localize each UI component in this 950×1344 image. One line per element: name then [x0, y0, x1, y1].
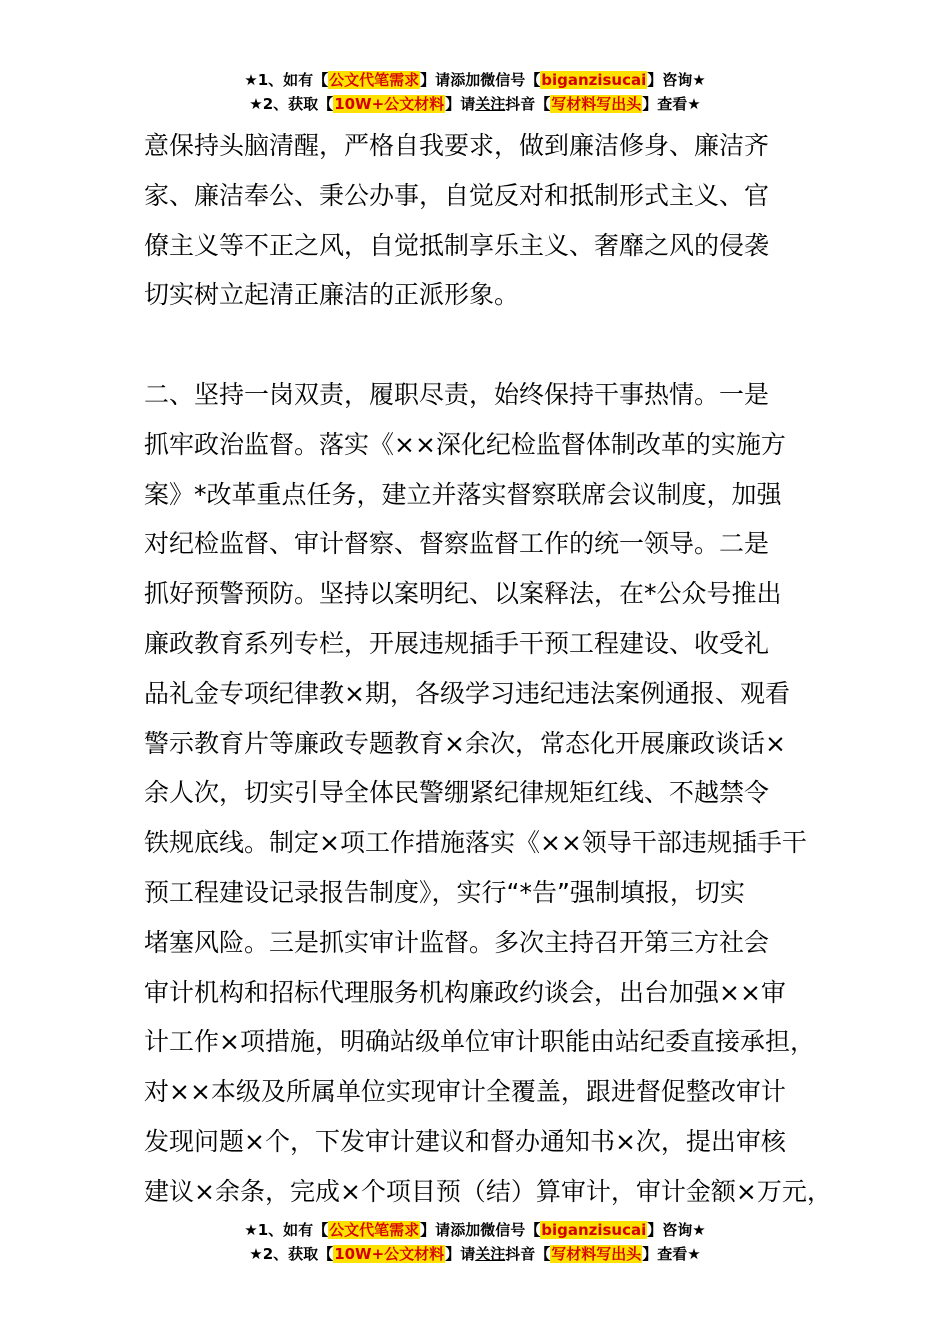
banner-text: 】咨询★ — [647, 71, 706, 89]
text-line: 切实树立起清正廉洁的正派形象。 — [144, 280, 520, 310]
text-line: 审计机构和招标代理服务机构廉政约谈会，出台加强××审 — [144, 977, 786, 1007]
banner-emphasis: 添加 — [450, 71, 481, 89]
banner-text: 微信号【 — [480, 1221, 541, 1239]
banner-text: ★1、如有【 — [244, 1221, 329, 1239]
text-line: 对纪检监督、审计督察、督察监督工作的统一领导。二是 — [144, 529, 770, 559]
text-line: 警示教育片等廉政专题教育×余次，常态化开展廉政谈话× — [144, 728, 786, 758]
text-line: 意保持头脑清醒，严格自我要求，做到廉洁修身、廉洁齐 — [144, 131, 770, 160]
banner-text: 】请 — [445, 1245, 476, 1263]
text-line: 家、廉洁奉公、秉公办事，自觉反对和抵制形式主义、官 — [144, 180, 770, 210]
text-line: 建议×余条，完成×个项目预（结）算审计，审计金额×万元， — [144, 1176, 832, 1206]
banner-line-1 — [0, 68, 950, 92]
text-line: 铁规底线。制定×项工作措施落实《××领导干部违规插手干 — [144, 828, 807, 858]
banner-emphasis: 添加 — [450, 1221, 481, 1239]
banner-text: 】请 — [445, 95, 476, 113]
text-line: 对××本级及所属单位实现审计全覆盖，跟进督促整改审计 — [144, 1077, 786, 1107]
banner-emphasis: 关注 — [475, 1245, 506, 1263]
banner-line-2 — [0, 92, 950, 116]
banner-text: ★2、获取【 — [249, 1245, 334, 1263]
text-line: 二、坚持一岗双责，履职尽责，始终保持干事热情。一是 — [144, 380, 770, 409]
banner-text: 】咨询★ — [647, 1221, 706, 1239]
banner-highlight: 10W+公文材料 — [334, 95, 445, 113]
text-line: 廉政教育系列专栏，开展违规插手干预工程建设、收受礼 — [144, 628, 770, 658]
banner-line-1 — [0, 1218, 950, 1242]
paragraph-2 — [144, 370, 834, 1217]
banner-highlight: 写材料写出头 — [551, 1245, 642, 1263]
banner-text: 抖音【 — [505, 95, 551, 113]
text-line: 发现问题×个，下发审计建议和督办通知书×次，提出审核 — [144, 1126, 786, 1156]
text-line: 僚主义等不正之风，自觉抵制享乐主义、奢靡之风的侵袭 — [144, 230, 770, 260]
banner-text: 微信号【 — [480, 71, 541, 89]
footer-banner — [0, 1218, 950, 1266]
banner-text: 】请 — [420, 1221, 451, 1239]
text-line: 抓牢政治监督。落实《××深化纪检监督体制改革的实施方 — [144, 429, 786, 459]
banner-emphasis: 关注 — [475, 95, 506, 113]
text-line: 堵塞风险。三是抓实审计监督。多次主持召开第三方社会 — [144, 927, 770, 957]
banner-text: 抖音【 — [505, 1245, 551, 1263]
banner-text: 】查看★ — [642, 1245, 701, 1263]
banner-highlight: 10W+公文材料 — [334, 1245, 445, 1263]
banner-highlight: 写材料写出头 — [551, 95, 642, 113]
banner-text: ★1、如有【 — [244, 71, 329, 89]
banner-highlight: biganzisucai — [541, 71, 647, 89]
header-banner — [0, 68, 950, 116]
banner-text: 】请 — [420, 71, 451, 89]
text-line: 计工作×项措施，明确站级单位审计职能由站纪委直接承担， — [144, 1027, 815, 1057]
text-line: 案》*改革重点任务，建立并落实督察联席会议制度，加强 — [144, 479, 782, 509]
paragraph-1 — [144, 121, 834, 320]
text-line: 品礼金专项纪律教×期，各级学习违纪违法案例通报、观看 — [144, 678, 790, 708]
banner-highlight: biganzisucai — [541, 1221, 647, 1239]
text-line: 余人次，切实引导全体民警绷紧纪律规矩红线、不越禁令 — [144, 778, 770, 808]
banner-highlight: 公文代笔需求 — [329, 71, 420, 89]
banner-line-2 — [0, 1242, 950, 1266]
banner-text: ★2、获取【 — [249, 95, 334, 113]
text-line: 预工程建设记录报告制度》，实行“*告”强制填报，切实 — [144, 877, 745, 907]
text-line: 抓好预警预防。坚持以案明纪、以案释法，在*公众号推出 — [144, 579, 782, 609]
banner-highlight: 公文代笔需求 — [329, 1221, 420, 1239]
banner-text: 】查看★ — [642, 95, 701, 113]
